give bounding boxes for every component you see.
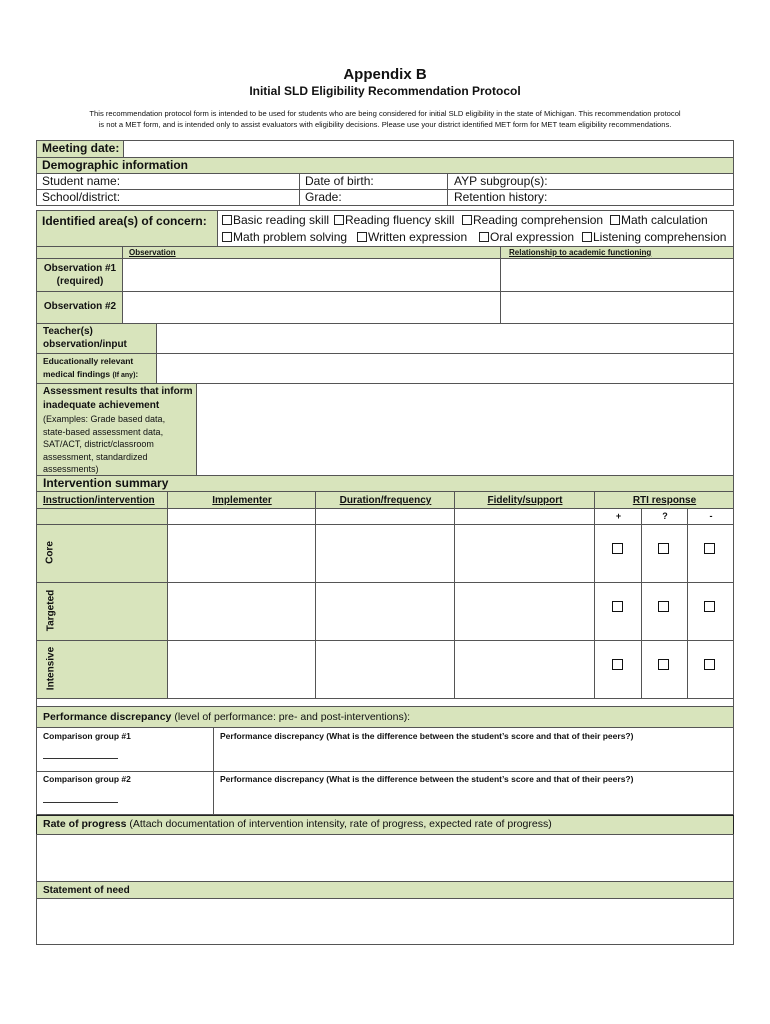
- rti-col-header-cell: [594, 491, 734, 509]
- concern-option-basic-reading[interactable]: Basic reading skill: [222, 214, 329, 228]
- observation1-label-cell: [36, 258, 123, 292]
- rate-of-progress-heading: Rate of progress (Attach documentation of intervention intensity, rate of progress, expected rate of progress): [43, 818, 552, 830]
- core-rti-plus-checkbox[interactable]: [612, 543, 623, 554]
- checkbox-icon[interactable]: [582, 232, 592, 242]
- intensive-implementer-field[interactable]: [167, 640, 316, 699]
- tier-intensive-label: Intensive: [45, 646, 57, 691]
- core-duration-field[interactable]: [315, 524, 455, 583]
- tier-intensive-cell: [36, 640, 168, 699]
- rate-of-progress-heading-cell: [36, 815, 734, 835]
- assessment-example-line5: assessments): [43, 464, 99, 474]
- subheader-fidelity-cell: [454, 508, 595, 525]
- rti-minus-cell: [687, 508, 734, 525]
- observation2-field[interactable]: [122, 291, 501, 324]
- intensive-rti-question-checkbox[interactable]: [658, 659, 669, 670]
- observation2-label: Observation #2: [43, 301, 117, 312]
- rti-plus-cell: [594, 508, 642, 525]
- checkbox-icon[interactable]: [357, 232, 367, 242]
- targeted-implementer-field[interactable]: [167, 582, 316, 641]
- intensive-fidelity-field[interactable]: [454, 640, 595, 699]
- rti-plus-label: +: [615, 511, 622, 521]
- school-district-label: School/district:: [42, 190, 121, 204]
- concern-option-written-expression[interactable]: Written expression: [357, 231, 467, 245]
- fidelity-col-header-cell: [454, 491, 595, 509]
- instruction-col-header-cell: [36, 491, 168, 509]
- teacher-label-line1: Teacher(s): [43, 326, 93, 337]
- medical-findings-field[interactable]: [156, 353, 734, 384]
- tier-targeted-cell: [36, 582, 168, 641]
- performance-discrepancy1-field[interactable]: [213, 727, 734, 772]
- concern-option-oral-expression[interactable]: Oral expression: [479, 231, 574, 245]
- checkbox-icon[interactable]: [610, 215, 620, 225]
- implementer-col-header: Implementer: [212, 495, 272, 506]
- core-implementer-field[interactable]: [167, 524, 316, 583]
- assessment-example-line4: assessment, standardized: [43, 452, 148, 462]
- subheader-instruction-cell: [36, 508, 168, 525]
- concern-option-math-problem-solving[interactable]: Math problem solving: [222, 231, 347, 245]
- performance-discrepancy1-question: Performance discrepancy (What is the difference between the student’s score and that of their peers?): [220, 731, 634, 741]
- meeting-date-label: Meeting date:: [42, 141, 120, 155]
- statement-of-need-heading-cell: [36, 881, 734, 899]
- checkbox-icon[interactable]: [479, 232, 489, 242]
- retention-history-label: Retention history:: [454, 190, 548, 204]
- grade-field[interactable]: [299, 189, 448, 206]
- student-name-label: Student name:: [42, 174, 121, 188]
- duration-col-header: Duration/frequency: [339, 495, 432, 506]
- concern-label-cell: [36, 210, 218, 247]
- relationship-col-header: Relationship to academic functioning: [509, 248, 652, 257]
- checkbox-icon[interactable]: [222, 232, 232, 242]
- comparison-group1-label: Comparison group #1: [43, 731, 131, 741]
- observation-col-header: Observation: [129, 248, 176, 257]
- subheader-duration-cell: [315, 508, 455, 525]
- intervention-heading: Intervention summary: [43, 476, 169, 490]
- retention-history-field[interactable]: [447, 189, 734, 206]
- ayp-subgroups-field[interactable]: [447, 173, 734, 190]
- intro-text-line2: is not a MET form, and is intended only to assist evaluators with eligibility decisions. Please use your district identified MET form for MET team eligibility recommendations.: [98, 120, 672, 129]
- checkbox-icon[interactable]: [334, 215, 344, 225]
- rti-col-header: RTI response: [632, 495, 697, 506]
- concern-option-listening-comprehension[interactable]: Listening comprehension: [582, 231, 726, 245]
- intervention-heading-cell: [36, 475, 734, 492]
- concern-label: Identified area(s) of concern:: [42, 214, 207, 228]
- statement-of-need-heading: Statement of need: [43, 885, 130, 896]
- comparison-group2-label: Comparison group #2: [43, 774, 131, 784]
- assessment-example-line1: (Examples: Grade based data,: [43, 414, 166, 424]
- concern-option-reading-comprehension[interactable]: Reading comprehension: [462, 214, 603, 228]
- observation1-required: (required): [56, 276, 104, 287]
- targeted-rti-minus-checkbox[interactable]: [704, 601, 715, 612]
- performance-heading-cell: [36, 706, 734, 728]
- tier-core-cell: [36, 524, 168, 583]
- fidelity-col-header: Fidelity/support: [487, 495, 563, 506]
- medical-label-line1: Educationally relevant: [43, 356, 134, 366]
- demographic-heading: Demographic information: [42, 158, 189, 172]
- rate-of-progress-field[interactable]: [36, 834, 734, 882]
- date-of-birth-field[interactable]: [299, 173, 448, 190]
- targeted-rti-question-checkbox[interactable]: [658, 601, 669, 612]
- medical-label-line2: medical findings (If any):: [43, 369, 139, 379]
- subheader-implementer-cell: [167, 508, 316, 525]
- targeted-fidelity-field[interactable]: [454, 582, 595, 641]
- intensive-rti-minus-checkbox[interactable]: [704, 659, 715, 670]
- tier-core-label: Core: [44, 541, 56, 564]
- comparison-group2-cell[interactable]: [36, 771, 214, 815]
- demographic-heading-cell: [36, 157, 734, 174]
- duration-col-header-cell: [315, 491, 455, 509]
- comparison-group1-underline: [43, 758, 118, 759]
- teacher-label-cell: [36, 323, 157, 354]
- statement-of-need-field[interactable]: [36, 898, 734, 945]
- concern-option-reading-fluency[interactable]: Reading fluency skill: [334, 214, 454, 228]
- checkbox-icon[interactable]: [222, 215, 232, 225]
- instruction-col-header: Instruction/intervention: [43, 495, 155, 506]
- school-district-field[interactable]: [36, 189, 300, 206]
- assessment-label-line1: Assessment results that inform: [43, 386, 193, 397]
- grade-label: Grade:: [305, 190, 342, 204]
- ayp-subgroups-label: AYP subgroup(s):: [454, 174, 548, 188]
- checkbox-icon[interactable]: [462, 215, 472, 225]
- tier-targeted-label: Targeted: [45, 589, 57, 632]
- observation1-label: Observation #1: [43, 263, 117, 274]
- assessment-example-line3: SAT/ACT, district/classroom: [43, 439, 154, 449]
- performance-discrepancy2-field[interactable]: [213, 771, 734, 815]
- assessment-label-line2: inadequate achievement: [43, 400, 160, 411]
- date-of-birth-label: Date of birth:: [305, 174, 374, 188]
- assessment-results-field[interactable]: [196, 383, 734, 476]
- targeted-duration-field[interactable]: [315, 582, 455, 641]
- intensive-rti-plus-checkbox[interactable]: [612, 659, 623, 670]
- student-name-field[interactable]: [36, 173, 300, 190]
- observation2-label-cell: [36, 291, 123, 324]
- targeted-rti-plus-checkbox[interactable]: [612, 601, 623, 612]
- intensive-duration-field[interactable]: [315, 640, 455, 699]
- comparison-group2-underline: [43, 802, 118, 803]
- core-rti-question-checkbox[interactable]: [658, 543, 669, 554]
- medical-label-cell: [36, 353, 157, 384]
- assessment-example-line2: state-based assessment data,: [43, 427, 164, 437]
- intro-text-line1: This recommendation protocol form is intended to be used for students who are being considered for initial SLD eligibility in the state of Michigan. This recommendation protocol: [89, 109, 681, 118]
- rti-question-label: ?: [662, 511, 668, 521]
- meeting-date-label-cell: [36, 140, 124, 158]
- core-fidelity-field[interactable]: [454, 524, 595, 583]
- performance-heading: Performance discrepancy (level of performance: pre- and post-interventions):: [43, 711, 411, 723]
- comparison-group1-cell[interactable]: [36, 727, 214, 772]
- implementer-col-header-cell: [167, 491, 316, 509]
- assessment-label-cell: [36, 383, 197, 476]
- core-rti-minus-checkbox[interactable]: [704, 543, 715, 554]
- teacher-label-line2: observation/input: [43, 339, 127, 350]
- appendix-label: Appendix B: [343, 66, 427, 83]
- observation1-relationship-field[interactable]: [500, 258, 734, 292]
- observation1-field[interactable]: [122, 258, 501, 292]
- teacher-input-field[interactable]: [156, 323, 734, 354]
- rti-minus-label: -: [709, 511, 713, 521]
- meeting-date-field[interactable]: [123, 140, 734, 158]
- observation2-relationship-field[interactable]: [500, 291, 734, 324]
- rti-question-cell: [641, 508, 688, 525]
- concern-option-math-calculation[interactable]: Math calculation: [610, 214, 708, 228]
- form-title: Initial SLD Eligibility Recommendation Protocol: [249, 84, 521, 98]
- performance-discrepancy2-question: Performance discrepancy (What is the difference between the student’s score and that of their peers?): [220, 774, 634, 784]
